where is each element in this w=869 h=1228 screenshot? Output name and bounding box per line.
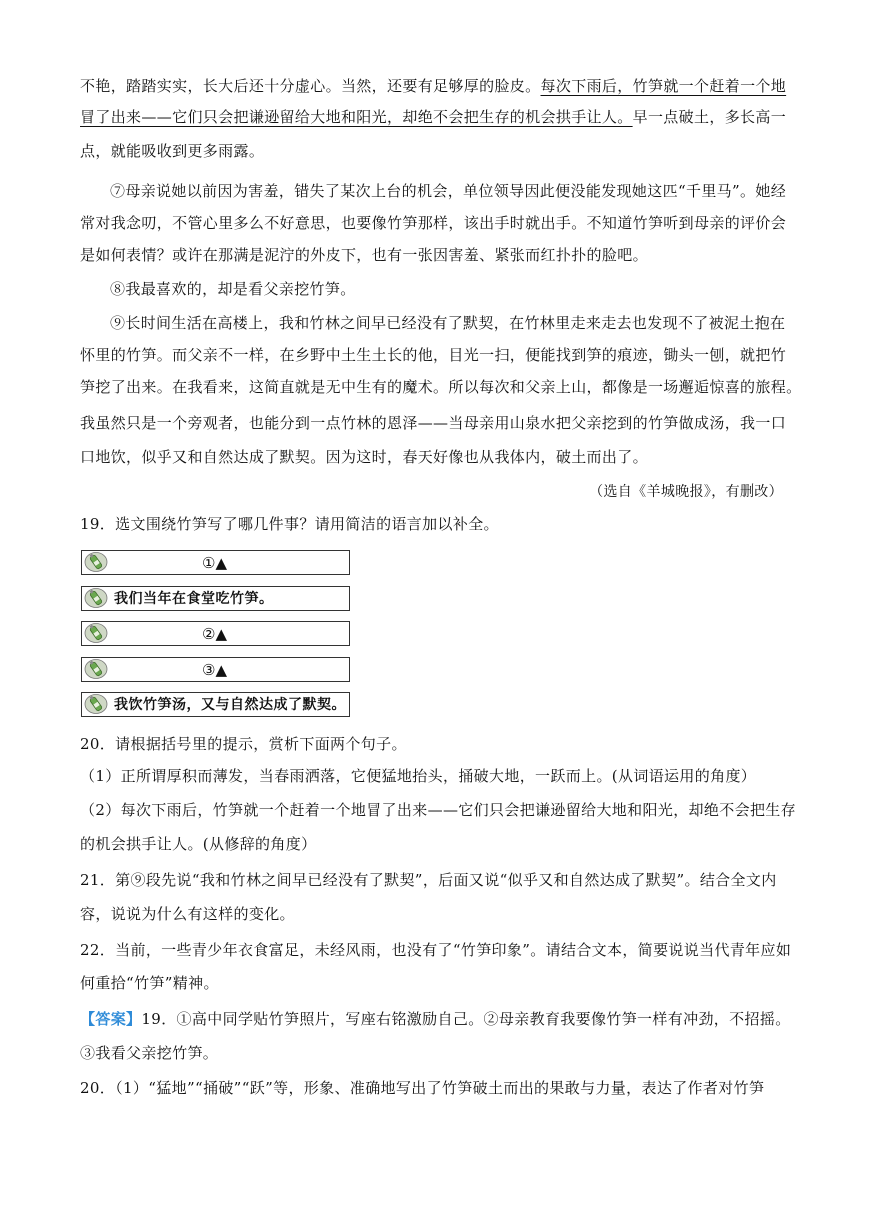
- paragraph-9: 怀里的竹笋。而父亲不一样，在乡野中土生土长的他，目光一扫，便能找到笋的痕迹，锄头一刨，就把竹: [80, 346, 787, 364]
- question-20-part-2: （2）每次下雨后，竹笋就一个赶着一个地冒了出来——它们只会把谦逊留给大地和阳光，却绝不会把生存: [80, 801, 796, 819]
- paragraph-7: 常对我念叨，不管心里多么不好意思，也要像竹笋那样，该出手时就出手。不知道竹笋听到母亲的评价会: [80, 214, 787, 232]
- paragraph-8: ⑧我最喜欢的，却是看父亲挖竹笋。: [110, 280, 356, 298]
- paragraph-7: 是如何表情？或许在那满是泥泞的外皮下，也有一张因害羞、紧张而红扑扑的脸吧。: [80, 246, 648, 264]
- question-20-part-1: （1）正所谓厚积而薄发，当春雨洒落，它便猛地抬头，捅破大地，一跃而上。(从词语运用的角度）: [80, 767, 757, 785]
- question-21: 容，说说为什么有这样的变化。: [80, 905, 295, 923]
- flow-item-text: 我们当年在食堂吃竹笋。: [114, 591, 274, 607]
- question-22: 22．当前，一些青少年衣食富足，未经风雨，也没有了“竹笋印象”。请结合文本，简要说说当代青年应如: [80, 941, 792, 959]
- underlined-sentence: 冒了出来——它们只会把谦逊留给大地和阳光，却绝不会把生存的机会拱手让人。: [80, 108, 633, 126]
- paragraph-9: ⑨长时间生活在高楼上，我和竹林之间早已经没有了默契，在竹林里走来走去也发现不了被泥土抱在: [110, 314, 786, 332]
- bamboo-bottle-icon: [84, 659, 108, 679]
- paragraph-9: 笋挖了出来。在我看来，这简直就是无中生有的魔术。所以每次和父亲上山，都像是一场邂逅惊喜的旅程。: [80, 378, 802, 396]
- answer-19: 【答案】19．①高中同学贴竹笋照片，写座右铭激励自己。②母亲教育我要像竹笋一样有冲劲，不招摇。: [80, 1010, 791, 1028]
- paragraph-9: 口地饮，似乎又和自然达成了默契。因为这时，春天好像也从我体内，破土而出了。: [80, 448, 648, 466]
- answer-blank: ②▲: [202, 625, 227, 643]
- passage-line: 不艳，踏踏实实，长大后还十分虚心。当然，还要有足够厚的脸皮。每次下雨后，竹笋就一个赶着一个地: [80, 77, 787, 95]
- bamboo-bottle-icon: [84, 623, 108, 643]
- flow-item: [81, 550, 350, 575]
- passage-line: 冒了出来——它们只会把谦逊留给大地和阳光，却绝不会把生存的机会拱手让人。早一点破土，多长高一: [80, 108, 787, 126]
- answer-20: 20．（1）“猛地”“捅破”“跃”等，形象、准确地写出了竹笋破土而出的果敢与力量，表达了作者对竹笋: [80, 1079, 765, 1097]
- flow-item: [81, 586, 350, 611]
- answer-blank: ①▲: [202, 554, 227, 572]
- flow-item: [81, 692, 350, 717]
- answer-blank: ③▲: [202, 661, 227, 679]
- answer-19: ③我看父亲挖竹笋。: [80, 1044, 219, 1062]
- question-20: 20．请根据括号里的提示，赏析下面两个句子。: [80, 735, 407, 753]
- bamboo-bottle-icon: [84, 552, 108, 572]
- underlined-sentence: 每次下雨后，竹笋就一个赶着一个地: [540, 77, 787, 95]
- bamboo-bottle-icon: [84, 588, 108, 608]
- question-20-part-2: 的机会拱手让人。(从修辞的角度）: [80, 835, 317, 853]
- bamboo-bottle-icon: [84, 694, 108, 714]
- flow-item-text: 我饮竹笋汤，又与自然达成了默契。: [114, 697, 346, 713]
- flow-item: [81, 621, 350, 646]
- paragraph-9: 我虽然只是一个旁观者，也能分到一点竹林的恩泽——当母亲用山泉水把父亲挖到的竹笋做成汤，我一口: [80, 414, 787, 432]
- passage-line: 点，就能吸收到更多雨露。: [80, 142, 265, 160]
- source-citation: （选自《羊城晚报》，有删改）: [589, 484, 783, 500]
- flow-item: [81, 657, 350, 682]
- question-21: 21．第⑨段先说“我和竹林之间早已经没有了默契”，后面又说“似乎又和自然达成了默契”。结合全文内: [80, 871, 777, 889]
- paragraph-7: ⑦母亲说她以前因为害羞，错失了某次上台的机会，单位领导因此便没能发现她这匹“千里马”。她经: [110, 182, 787, 200]
- question-22: 何重拾“竹笋”精神。: [80, 974, 219, 992]
- answer-tag: 【答案】: [80, 1010, 142, 1028]
- question-19: 19．选文围绕竹笋写了哪几件事？请用简洁的语言加以补全。: [80, 515, 499, 533]
